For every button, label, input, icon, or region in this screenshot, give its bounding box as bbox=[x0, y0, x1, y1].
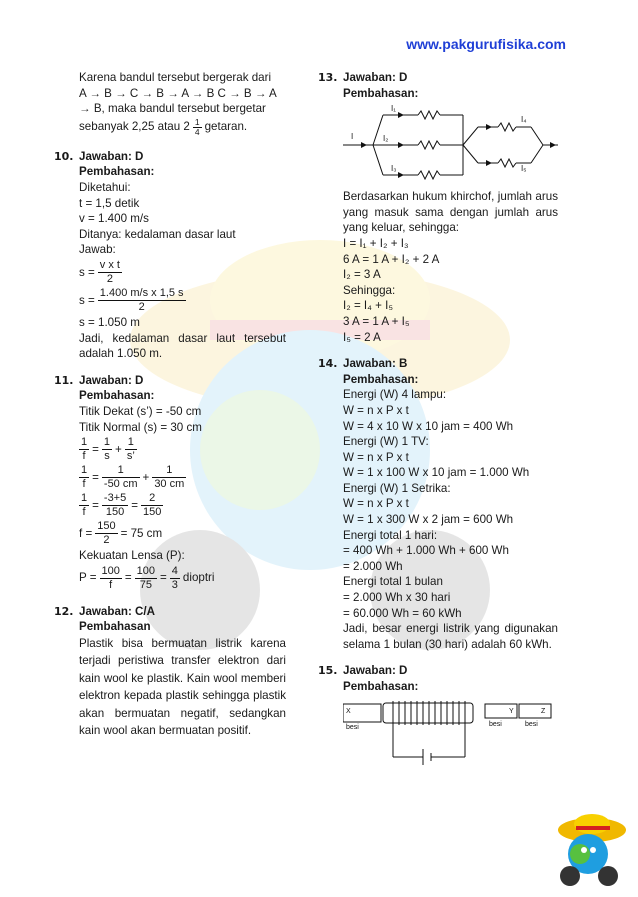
text-line: Jawab: bbox=[79, 243, 116, 257]
numerator: 4 bbox=[171, 564, 178, 577]
numerator: 1 bbox=[102, 464, 140, 478]
question-number: 11. bbox=[54, 373, 74, 387]
fraction bbox=[193, 118, 202, 137]
mascot-logo bbox=[550, 812, 630, 887]
explanation-text: Berdasarkan hukum khirchof, jumlah arus yang masuk sama dengan jumlah arus yang keluar, sehingga: bbox=[343, 190, 558, 235]
text-line: = 2.000 Wh bbox=[343, 559, 403, 573]
text-line: Energi (W) 4 lampu: bbox=[343, 388, 447, 402]
explanation-heading: Pembahasan bbox=[79, 620, 151, 634]
text: + bbox=[115, 442, 122, 456]
numerator: 1 bbox=[81, 492, 88, 505]
label-x: X bbox=[346, 707, 351, 715]
numerator: -3+5 bbox=[103, 492, 127, 505]
text-line: Titik Dekat (s’) = -50 cm bbox=[79, 404, 202, 418]
text-line: W = n x P x t bbox=[343, 497, 409, 511]
numerator: 1 bbox=[81, 464, 88, 477]
label-i5: I₅ bbox=[521, 164, 527, 174]
conclusion: Jadi, kedalaman dasar laut tersebut adalah 1.050 m. bbox=[79, 331, 286, 361]
text-line: W = n x P x t bbox=[343, 450, 409, 464]
text: = bbox=[92, 498, 99, 512]
text-line: W = 1 x 100 W x 10 jam = 1.000 Wh bbox=[343, 466, 530, 480]
question-number: 14. bbox=[318, 357, 338, 371]
parallel-circuit-diagram bbox=[343, 105, 558, 185]
equation: 3 A = 1 A + I₅ bbox=[343, 314, 410, 328]
question-12 bbox=[54, 604, 286, 740]
answer: Jawaban: D bbox=[343, 664, 408, 678]
numerator: 1.400 m/s x 1,5 s bbox=[99, 286, 184, 299]
label-y: Y bbox=[509, 707, 514, 715]
numerator: v x t bbox=[99, 258, 120, 271]
equation bbox=[79, 464, 286, 491]
question-number: 13. bbox=[318, 71, 338, 84]
denominator: 30 cm bbox=[154, 478, 185, 491]
fraction bbox=[100, 565, 122, 592]
site-url: www.pakgurufisika.com bbox=[406, 36, 566, 52]
left-column bbox=[54, 70, 286, 740]
fraction bbox=[102, 464, 140, 491]
answer: Jawaban: D bbox=[79, 373, 144, 387]
denominator: 4 bbox=[194, 126, 200, 137]
denominator: -50 cm bbox=[103, 478, 138, 491]
text: = bbox=[124, 571, 132, 585]
fraction bbox=[79, 492, 89, 519]
conclusion: Jadi, besar energi listrik yang digunakan selama 1 bulan (30 hari) adalah 60 kWh. bbox=[343, 622, 558, 651]
text: f = bbox=[79, 526, 93, 540]
explanation-heading: Pembahasan: bbox=[343, 372, 419, 386]
text-line: W = n x P x t bbox=[343, 403, 409, 417]
denominator: 150 bbox=[105, 506, 125, 519]
denominator: s bbox=[104, 450, 110, 463]
text: P = bbox=[79, 571, 97, 585]
equation: I₂ = 3 A bbox=[343, 268, 381, 282]
fraction bbox=[102, 436, 112, 463]
text: getaran. bbox=[204, 120, 248, 134]
text: s = bbox=[79, 265, 95, 279]
text-line bbox=[79, 118, 286, 137]
text-line: Diketahui: bbox=[79, 180, 131, 194]
label-besi: besi bbox=[489, 720, 502, 728]
text-line: s = 1.050 m bbox=[79, 315, 140, 329]
explanation-text: Plastik bisa bermuatan listrik karena terjadi peristiwa transfer elektron dari kain wool ke plastik. Kain wool memberi elektron kepada plastik sehingga plastik akan bermuatan negatif, sedangkan kain wool akan bermuatan positif. bbox=[79, 636, 286, 738]
text-line: = 400 Wh + 1.000 Wh + 600 Wh bbox=[343, 544, 509, 558]
equation bbox=[79, 565, 286, 592]
electromagnet-diagram bbox=[343, 699, 553, 769]
text-line: Karena bandul tersebut bergerak dari bbox=[79, 71, 272, 84]
denominator: 150 bbox=[143, 506, 162, 519]
equation bbox=[79, 492, 286, 519]
fraction bbox=[98, 287, 186, 314]
numerator: 1 bbox=[125, 436, 137, 450]
equation: I = I₁ + I₂ + I₃ bbox=[343, 236, 409, 250]
fraction bbox=[152, 464, 186, 491]
right-column bbox=[318, 70, 558, 773]
denominator: 3 bbox=[171, 578, 178, 591]
fraction bbox=[141, 492, 163, 519]
fraction bbox=[95, 520, 117, 547]
answer: Jawaban: D bbox=[79, 149, 144, 163]
question-11 bbox=[54, 373, 286, 592]
fraction bbox=[102, 492, 128, 519]
equation: I₂ = I₄ + I₅ bbox=[343, 299, 393, 313]
numerator: 1 bbox=[81, 436, 88, 449]
denominator: f bbox=[82, 478, 86, 491]
pendulum-explanation bbox=[54, 70, 286, 137]
equation: I₅ = 2 A bbox=[343, 330, 381, 344]
explanation-heading: Pembahasan: bbox=[343, 680, 419, 693]
question-number: 15. bbox=[318, 664, 338, 678]
numerator: 1 bbox=[194, 116, 200, 127]
label-i4: I₄ bbox=[521, 115, 527, 125]
text: = bbox=[92, 470, 99, 484]
equation bbox=[79, 436, 286, 463]
question-10 bbox=[54, 149, 286, 362]
question-13 bbox=[318, 70, 558, 345]
answer: Jawaban: D bbox=[343, 71, 408, 84]
denominator: 2 bbox=[138, 300, 145, 313]
text-line: Kekuatan Lensa (P): bbox=[79, 549, 185, 563]
fraction bbox=[170, 565, 180, 592]
question-15 bbox=[318, 663, 558, 768]
denominator: f bbox=[82, 506, 86, 519]
fraction bbox=[79, 464, 89, 491]
equation bbox=[79, 287, 286, 314]
text: = 75 cm bbox=[120, 526, 163, 540]
text-line: Energi total 1 hari: bbox=[343, 528, 438, 542]
text-line: Energi (W) 1 Setrika: bbox=[343, 481, 451, 495]
explanation-heading: Pembahasan: bbox=[343, 86, 419, 100]
denominator: s’ bbox=[126, 450, 135, 463]
text-line: W = 4 x 10 W x 10 jam = 400 Wh bbox=[343, 419, 514, 433]
numerator: 1 bbox=[103, 436, 111, 449]
fraction bbox=[79, 436, 89, 463]
text-line: Titik Normal (s) = 30 cm bbox=[79, 420, 202, 434]
numerator: 1 bbox=[152, 464, 186, 478]
text: dioptri bbox=[182, 571, 215, 585]
text-line: = 60.000 Wh = 60 kWh bbox=[343, 606, 462, 620]
fraction bbox=[98, 259, 122, 286]
text: + bbox=[142, 470, 150, 484]
explanation-heading: Pembahasan: bbox=[79, 165, 155, 179]
label-besi: besi bbox=[525, 720, 538, 728]
equation bbox=[79, 259, 286, 286]
text-line: = 2.000 Wh x 30 hari bbox=[343, 591, 451, 605]
text-line: Energi (W) 1 TV: bbox=[343, 435, 429, 449]
question-number: 10. bbox=[54, 149, 74, 163]
denominator: 2 bbox=[106, 272, 113, 285]
fraction bbox=[135, 565, 157, 592]
label-i: I bbox=[351, 132, 354, 142]
text-line: Energi total 1 bulan bbox=[343, 575, 443, 589]
numerator: 2 bbox=[141, 492, 163, 506]
text: = bbox=[131, 498, 139, 512]
text-line: t = 1,5 detik bbox=[79, 196, 140, 210]
text-line: → B, maka bandul tersebut bergetar bbox=[79, 102, 266, 116]
text-line: v = 1.400 m/s bbox=[79, 212, 149, 226]
equation: 6 A = 1 A + I₂ + 2 A bbox=[343, 252, 440, 266]
fraction bbox=[125, 436, 137, 463]
denominator: 2 bbox=[103, 534, 110, 547]
denominator: 75 bbox=[139, 578, 152, 591]
denominator: f bbox=[109, 578, 113, 591]
text: = bbox=[160, 571, 167, 585]
numerator: 100 bbox=[136, 564, 156, 577]
numerator: 150 bbox=[97, 520, 116, 533]
text: s = bbox=[79, 293, 95, 307]
numerator: 100 bbox=[101, 564, 120, 577]
equation bbox=[79, 520, 286, 547]
text: sebanyak 2,25 atau 2 bbox=[79, 120, 190, 134]
label-i1: I₁ bbox=[391, 105, 396, 114]
text-line: W = 1 x 300 W x 2 jam = 600 Wh bbox=[343, 513, 514, 527]
text: = bbox=[92, 442, 99, 456]
answer: Jawaban: C/A bbox=[79, 604, 156, 618]
text-line: Ditanya: kedalaman dasar laut bbox=[79, 227, 236, 241]
label-i2: I₂ bbox=[383, 134, 389, 144]
label-besi: besi bbox=[346, 723, 359, 731]
text-line: A → B → C → B → A → B C → B → A bbox=[79, 86, 277, 100]
question-14 bbox=[318, 356, 558, 652]
answer: Jawaban: B bbox=[343, 357, 408, 371]
explanation-heading: Pembahasan: bbox=[79, 389, 155, 403]
text-line: Sehingga: bbox=[343, 283, 396, 297]
denominator: f bbox=[82, 450, 86, 463]
label-z: Z bbox=[541, 707, 546, 715]
question-number: 12. bbox=[54, 604, 74, 618]
label-i3: I₃ bbox=[391, 164, 397, 174]
